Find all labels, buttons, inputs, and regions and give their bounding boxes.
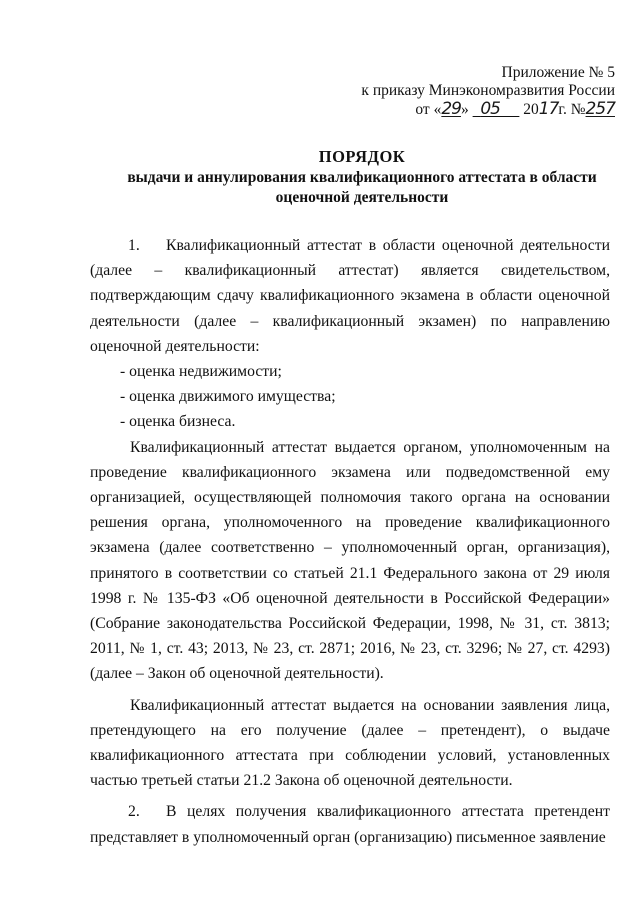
document-title [92,146,632,208]
appendix-header [330,64,615,119]
title-main: ПОРЯДОК [318,147,406,166]
date-year-end: г. № [558,101,586,118]
order-date-line [330,100,615,119]
document-body [90,233,610,850]
date-prefix: от « [415,101,442,118]
paragraph-1 [90,233,610,359]
paragraph-4 [90,799,610,849]
date-month-handwritten: 05 [480,99,500,119]
order-number-handwritten: 257 [585,99,615,119]
paragraph-4-text: В целях получения квалификационного аттестата претендент представляет в уполномоченный орган (организацию) письменное заявление [90,803,610,846]
paragraph-1-number: 1. [128,237,140,254]
list-item: - оценка бизнеса. [120,413,236,431]
list-item: - оценка недвижимости; [120,363,282,381]
list-item: - оценка движимого имущества; [120,388,336,406]
title-subtitle-line1: выдачи и аннулирования квалификационного аттестата в области [127,169,597,186]
appendix-label: Приложение № 5 [501,64,615,81]
date-day-handwritten: 29 [441,99,461,119]
paragraph-2: Квалификационный аттестат выдается органом, уполномоченным на проведение квалификационного экзамена или подведомственной ему организацией, осуществляющей полномочия такого органа на основании решения органа, уполномоченного на проведение квалификационного экзамена (далее соответственно – уполномоченный орган, организация), принятого в соответствии со статьей 21.1 Федерального закона от 29 июля 1998 г. № 135-ФЗ «Об оценочной деятельности в Российской Федерации» (Собрание законодательства Российской Федерации, 1998, № 31, ст. 3813; 2011, № 1, ст. 43; 2013, № 23, ст. 2871; 2016, № 23, ст. 3296; № 27, ст. 4293) (далее – Закон об оценочной деятельности). [90,438,610,683]
date-year-prefix: 20 [523,101,539,118]
paragraph-3: Квалификационный аттестат выдается на основании заявления лица, претендующего на его получение (далее – претендент), о выдаче квалификационного аттестата при соблюдении условий, установленных частью третьей статьи 21.2 Закона об оценочной деятельности. [90,696,610,790]
date-month-field [473,101,520,118]
date-mid: » [460,101,469,118]
paragraph-4-number: 2. [128,803,140,821]
title-subtitle-line2: оценочной деятельности [275,189,449,206]
date-year-handwritten: 17 [538,99,559,119]
order-reference: к приказу Минэкономразвития России [361,82,615,99]
paragraph-1-text: Квалификационный аттестат в области оценочной деятельности (далее – квалификационный аттестат) является свидетельством, подтверждающим сдачу квалификационного экзамена в области оценочной деятельности (далее – квалификационный экзамен) по направлению оценочной деятельности: [90,237,610,355]
